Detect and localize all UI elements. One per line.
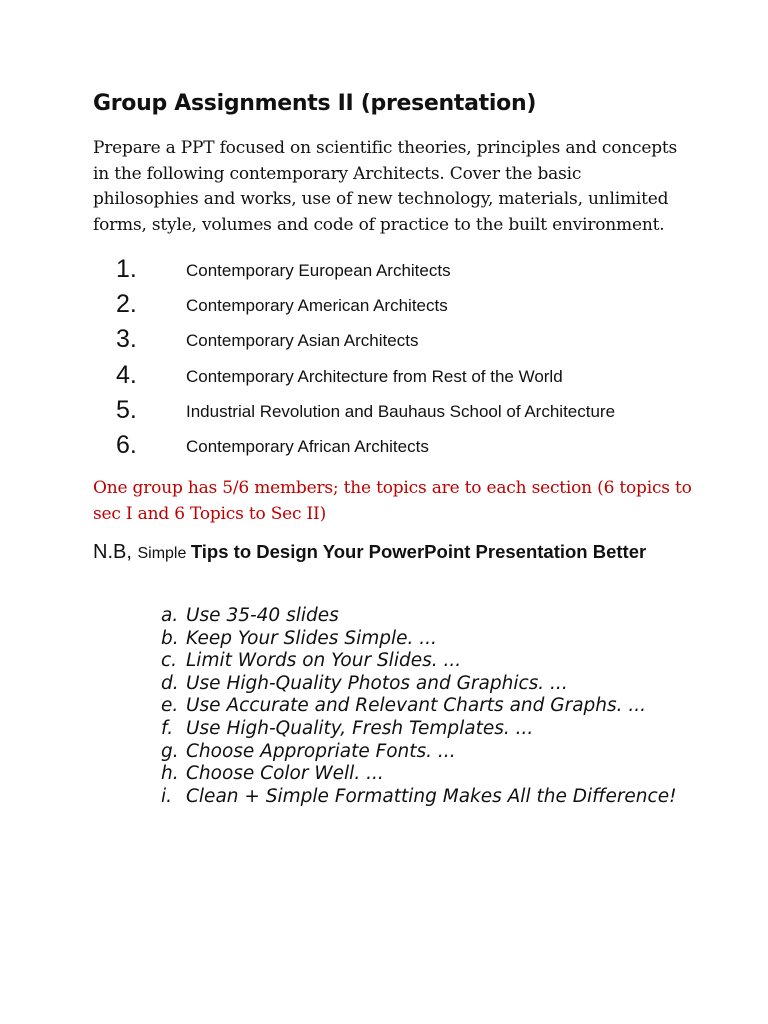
tip-letter: d. (161, 672, 179, 694)
tip-letter: h. (161, 763, 179, 785)
topic-label: Contemporary Architecture from Rest of the World (186, 366, 563, 386)
topic-item (0, 253, 768, 288)
tip-item (0, 741, 768, 764)
tip-text: Keep Your Slides Simple. ... (186, 627, 437, 649)
tip-text: Choose Color Well. ... (186, 763, 384, 785)
tip-item (0, 628, 768, 651)
topic-label: Contemporary American Architects (186, 296, 448, 316)
topic-number: 1. (116, 255, 137, 283)
topic-list (0, 253, 768, 464)
topic-number: 2. (116, 290, 137, 319)
tip-letter: c. (161, 650, 178, 672)
tip-letter: i. (161, 785, 173, 807)
tip-text: Use 35-40 slides (186, 605, 339, 626)
tip-text: Limit Words on Your Slides. ... (186, 650, 462, 672)
tip-text: Use Accurate and Relevant Charts and Graphs. ... (186, 695, 647, 717)
topic-label: Contemporary Asian Architects (186, 331, 419, 351)
document-title: Group Assignments II (presentation) (93, 91, 537, 116)
tip-text: Clean + Simple Formatting Makes All the Difference! (186, 785, 677, 807)
tip-item (0, 650, 768, 673)
topic-item (0, 394, 768, 429)
tip-item (0, 695, 768, 718)
topic-label: Contemporary European Architects (186, 261, 451, 280)
topic-label: Contemporary African Architects (186, 436, 429, 456)
tip-item (0, 763, 768, 786)
topic-item (0, 288, 768, 323)
tip-letter: f. (161, 717, 174, 739)
topic-label: Industrial Revolution and Bauhaus School of Architecture (186, 401, 616, 421)
intro-paragraph: Prepare a PPT focused on scientific theories, principles and concepts in the following contemporary Architects. Cover the basic philosophies and works, use of new technology, materials, unlimited forms, style, volumes and code of practice to the built environment. (93, 138, 678, 235)
tip-letter: g. (161, 740, 179, 762)
tips-list (0, 605, 768, 808)
tip-item (0, 673, 768, 696)
tip-text: Use High-Quality Photos and Graphics. ... (186, 672, 568, 694)
topic-item (0, 323, 768, 358)
tip-item (0, 605, 768, 628)
topic-item (0, 429, 768, 464)
topic-number: 6. (116, 430, 137, 459)
tip-letter: e. (161, 695, 179, 717)
topic-number: 5. (116, 395, 137, 424)
topic-number: 3. (116, 325, 137, 354)
tip-letter: a. (161, 605, 179, 626)
tip-text: Choose Appropriate Fonts. ... (186, 740, 456, 762)
tip-letter: b. (161, 627, 179, 649)
tips-heading-simple: Simple (137, 545, 187, 562)
topic-item (0, 359, 768, 394)
tip-item (0, 718, 768, 741)
tips-heading-title: Tips to Design Your PowerPoint Presentation Better (190, 541, 647, 562)
tips-heading (93, 538, 693, 567)
tips-heading-separator: , (126, 541, 138, 563)
group-note: One group has 5/6 members; the topics are to each section (6 topics to sec I and 6 Topics to Sec II) (93, 478, 692, 524)
tips-heading-prefix: N.B (93, 541, 127, 563)
tip-text: Use High-Quality, Fresh Templates. ... (186, 717, 534, 739)
tip-item (0, 786, 768, 809)
topic-number: 4. (116, 360, 137, 389)
